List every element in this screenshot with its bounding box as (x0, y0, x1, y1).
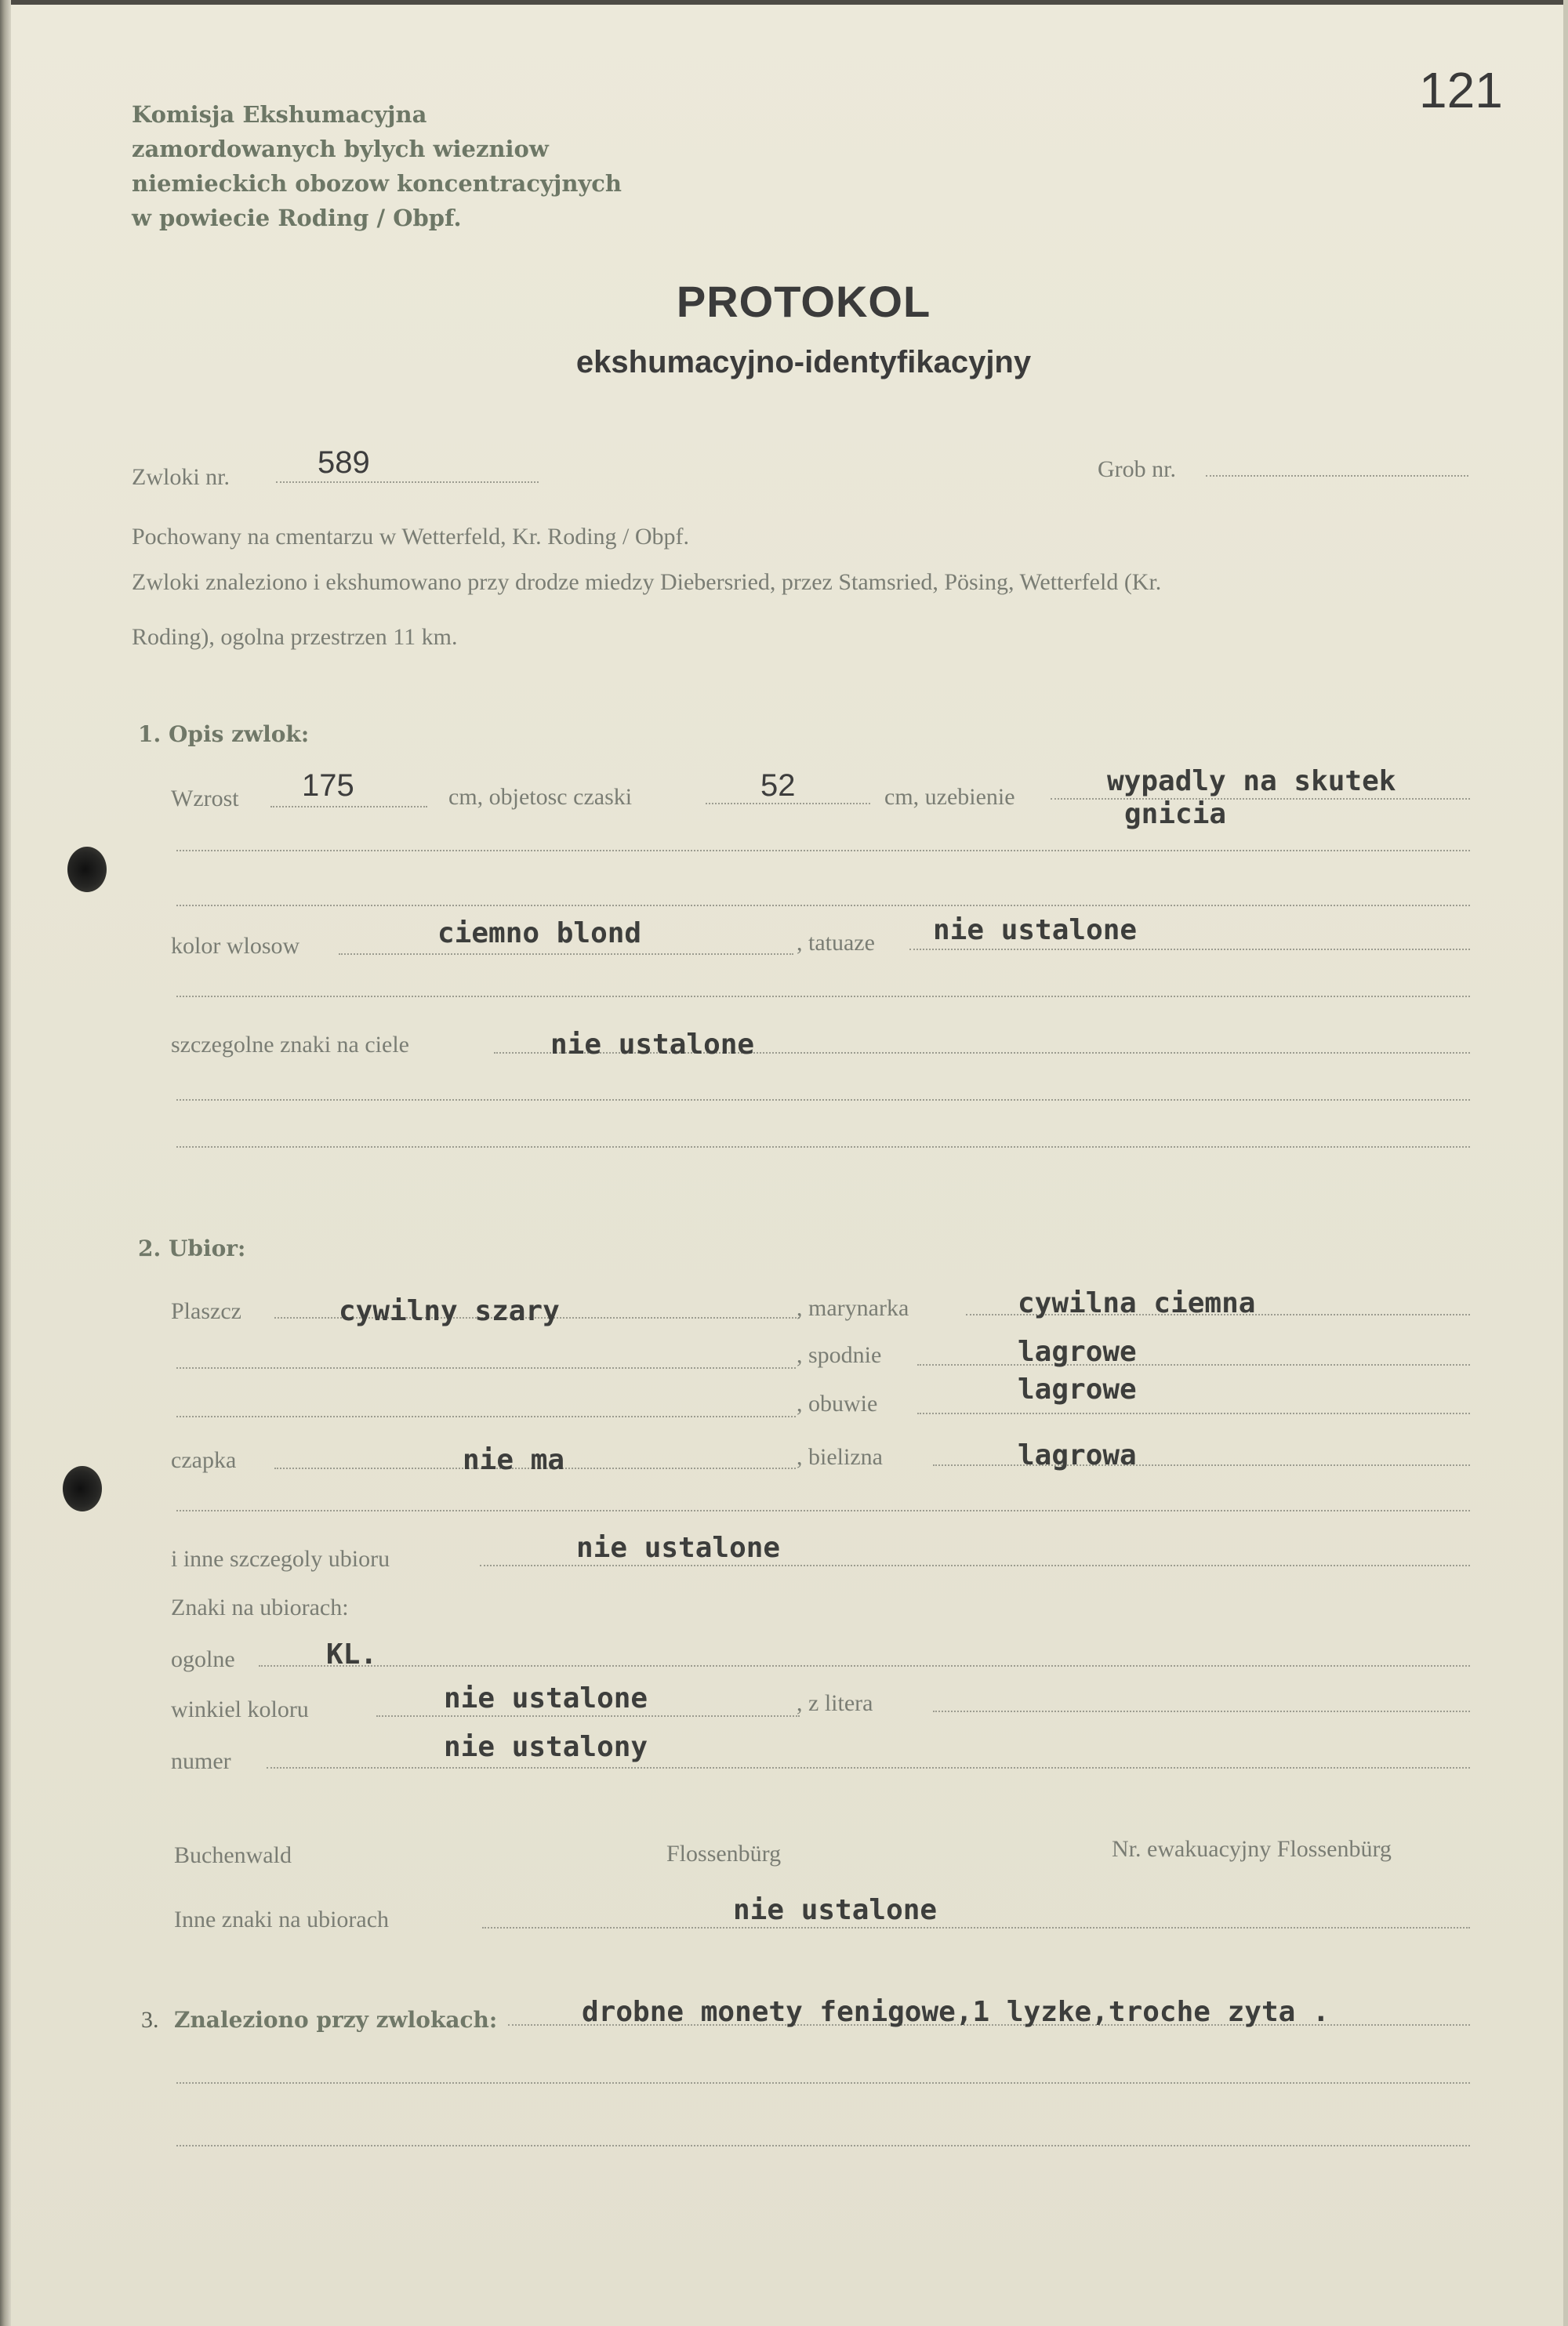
fill-line (176, 1099, 1470, 1101)
header-line: niemieckich obozow koncentracyjnych (132, 170, 622, 197)
skull-value: 52 (760, 768, 796, 803)
number-label: numer (171, 1748, 231, 1774)
fill-line (267, 1767, 1470, 1769)
grave-number-label: Grob nr. (1098, 456, 1176, 482)
punch-hole-icon (63, 1466, 102, 1511)
general-label: ogolne (171, 1646, 235, 1672)
page-number: 121 (1419, 62, 1503, 118)
document-subtitle: ekshumacyjno-identyfikacyjny (575, 345, 1032, 379)
hair-color-label: kolor wlosow (171, 933, 300, 959)
fill-line (176, 1146, 1470, 1148)
other-clothing-signs-value: nie ustalone (733, 1894, 938, 1926)
evacuation-number-label: Nr. ewakuacyjny Flossenbürg (1112, 1836, 1392, 1862)
fill-line (917, 1413, 1470, 1414)
fill-line (176, 996, 1470, 997)
fill-line (917, 1364, 1470, 1366)
fill-line (376, 1715, 800, 1717)
shoes-value: lagrowe (1018, 1373, 1137, 1406)
found-text-line1: Zwloki znaleziono i ekshumowano przy drodze miedzy Diebersried, przez Stamsried, Pösing, Wetterfeld (Kr. (132, 569, 1162, 595)
trousers-label: , spodnie (797, 1342, 882, 1368)
burial-text: Pochowany na cmentarzu w Wetterfeld, Kr. Roding / Obpf. (132, 524, 690, 550)
fill-line (176, 2145, 1470, 2146)
section3-heading: Znaleziono przy zwlokach: (174, 2007, 498, 2033)
fill-line (270, 806, 427, 807)
scan-edge-top (0, 0, 1568, 5)
cap-label: czapka (171, 1447, 237, 1473)
fill-line (259, 1665, 1470, 1667)
tattoo-label: , tatuaze (797, 930, 875, 956)
jacket-value: cywilna ciemna (1018, 1287, 1256, 1319)
underwear-label: , bielizna (797, 1444, 883, 1470)
section3-number: 3. (141, 2007, 159, 2033)
height-label: Wzrost (171, 786, 239, 811)
fill-line (933, 1711, 1470, 1712)
triangle-color-label: winkiel koloru (171, 1696, 309, 1722)
header-line: w powiecie Roding / Obpf. (132, 205, 462, 231)
section1-heading: 1. Opis zwlok: (138, 721, 310, 747)
fill-line (1051, 798, 1470, 800)
general-value: KL. (326, 1638, 378, 1671)
flossenburg-label: Flossenbürg (666, 1841, 782, 1867)
fill-line (933, 1464, 1470, 1466)
hair-color-value: ciemno blond (437, 917, 642, 949)
found-text-line2: Roding), ogolna przestrzen 11 km. (132, 624, 458, 650)
fill-line (176, 1416, 796, 1417)
fill-line (909, 949, 1470, 950)
letter-label: , z litera (797, 1690, 873, 1716)
commission-header (132, 97, 622, 235)
fill-line (480, 1565, 1470, 1566)
coat-label: Plaszcz (171, 1298, 241, 1324)
fill-line (176, 1510, 1470, 1511)
other-clothing-details-label: i inne szczegoly ubioru (171, 1546, 390, 1572)
fill-line (339, 953, 793, 955)
height-unit-label: cm, objetosc czaski (448, 784, 633, 810)
fill-line (176, 2082, 1470, 2084)
corpse-number-value: 589 (318, 445, 370, 480)
buchenwald-label: Buchenwald (174, 1842, 292, 1868)
underwear-value: lagrowa (1018, 1439, 1137, 1471)
fill-line (176, 905, 1470, 906)
other-clothing-details-value: nie ustalone (576, 1532, 781, 1564)
shoes-label: , obuwie (797, 1391, 878, 1417)
coat-value: cywilny szary (339, 1295, 560, 1327)
number-value: nie ustalony (444, 1731, 648, 1763)
cap-value: nie ma (463, 1444, 565, 1476)
body-marks-label: szczegolne znaki na ciele (171, 1032, 409, 1058)
corpse-number-label: Zwloki nr. (132, 464, 230, 490)
fill-line (1206, 475, 1468, 477)
tattoo-value: nie ustalone (933, 914, 1138, 946)
trousers-value: lagrowe (1018, 1336, 1137, 1368)
section2-heading: 2. Ubior: (138, 1236, 246, 1261)
body-marks-value: nie ustalone (550, 1029, 755, 1061)
fill-line (176, 1367, 796, 1369)
fill-line (276, 481, 539, 483)
found-items-value: drobne monety fenigowe,1 lyzke,troche zyta . (582, 1996, 1330, 2028)
fill-line (176, 850, 1470, 851)
clothing-signs-label: Znaki na ubiorach: (171, 1595, 349, 1620)
header-line: zamordowanych bylych wiezniow (132, 136, 549, 162)
punch-hole-icon (67, 847, 107, 892)
document-title: PROTOKOL (676, 277, 931, 326)
fill-line (482, 1927, 1470, 1929)
skull-unit-label: cm, uzebienie (884, 784, 1015, 810)
triangle-color-value: nie ustalone (444, 1682, 648, 1715)
jacket-label: , marynarka (797, 1295, 909, 1321)
height-value: 175 (302, 768, 354, 803)
teeth-value: wypadly na skutek (1107, 765, 1396, 797)
header-line: Komisja Ekshumacyjna (132, 101, 427, 128)
other-clothing-signs-label: Inne znaki na ubiorach (174, 1907, 390, 1932)
teeth-value-continued: gnicia (1124, 798, 1227, 830)
